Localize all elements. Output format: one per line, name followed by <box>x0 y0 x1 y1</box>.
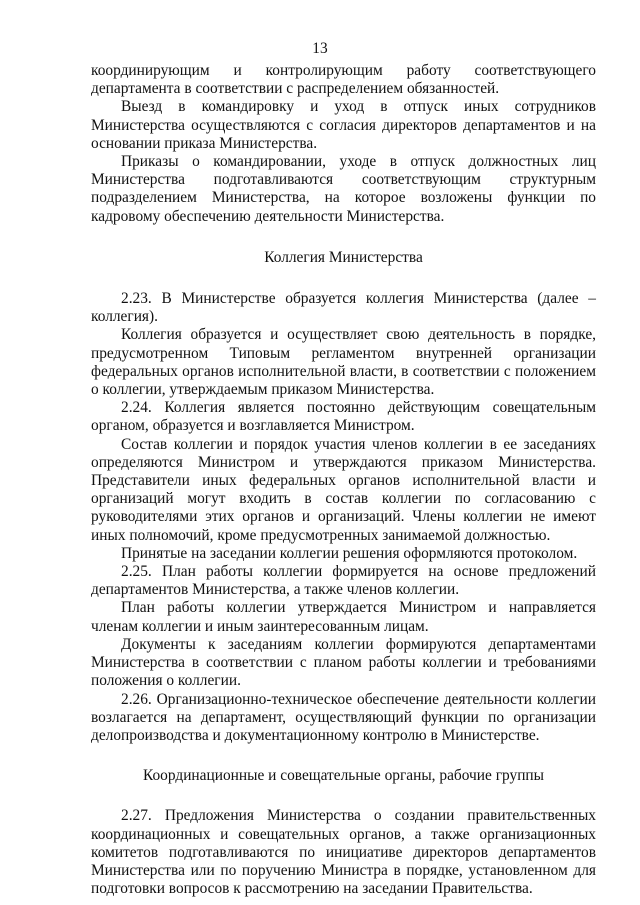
paragraph: План работы коллегии утверждается Министром и направляется членам коллегии и иным заинтересованным лицам. <box>91 599 596 635</box>
document-body <box>91 62 596 898</box>
paragraph: Принятые на заседании коллегии решения оформляются протоколом. <box>121 544 578 562</box>
section-heading-collegium: Коллегия Министерства <box>264 248 423 266</box>
paragraph: 2.26. Организационно-техническое обеспечение деятельности коллегии возлагается на департамент, осуществляющий функции по организации делопроизводства и документационному контролю в Министерстве. <box>91 690 596 744</box>
paragraph: Выезд в командировку и уход в отпуск иных сотрудников Министерства осуществляются с согласия директоров департаментов и на основании приказа Министерства. <box>91 98 596 152</box>
page-number: 13 <box>312 40 328 57</box>
paragraph: Документы к заседаниям коллегии формируются департаментами Министерства в соответствии с планом работы коллегии и требованиями положения о коллегии. <box>91 635 596 690</box>
paragraph: Коллегия образуется и осуществляет свою деятельность в порядке, предусмотренном Типовым регламентом внутренней организации федеральных органов исполнительной власти, в соответствии с положением о коллегии, утверждаемым приказом Министерства. <box>91 326 596 399</box>
section-heading-coordination: Координационные и совещательные органы, рабочие группы <box>142 767 545 785</box>
paragraph: 2.27. Предложения Министерства о создании правительственных координационных и совещательных органов, а также организационных комитетов подготавливаются по инициативе директоров департаментов Министерства или по поручению Министра в порядке, установленном для подготовки вопросов к рассмотрению на заседании Правительства. <box>91 807 596 898</box>
paragraph-continuation: координирующим и контролирующим работу соответствующего департамента в соответствии с распределением обязанностей. <box>91 62 596 98</box>
paragraph: 2.25. План работы коллегии формируется на основе предложений департаментов Министерства, а также членов коллегии. <box>91 563 596 599</box>
paragraph: 2.23. В Министерстве образуется коллегия Министерства (далее – коллегия). <box>91 290 596 326</box>
paragraph: Состав коллегии и порядок участия членов коллегии в ее заседаниях определяются Министром и утверждаются приказом Министерства. Представители иных федеральных органов исполнительной власти и организаций могут входить в состав коллегии по согласованию с руководителями этих органов и организаций. Члены коллегии не имеют иных полномочий, кроме предусмотренных занимаемой должностью. <box>91 435 596 544</box>
paragraph: 2.24. Коллегия является постоянно действующим совещательным органом, образуется и возглавляется Министром. <box>91 399 596 435</box>
paragraph: Приказы о командировании, уходе в отпуск должностных лиц Министерства подготавливаются соответствующим структурным подразделением Министерства, на которое возложены функции по кадровому обеспечению деятельности Министерства. <box>91 153 596 225</box>
